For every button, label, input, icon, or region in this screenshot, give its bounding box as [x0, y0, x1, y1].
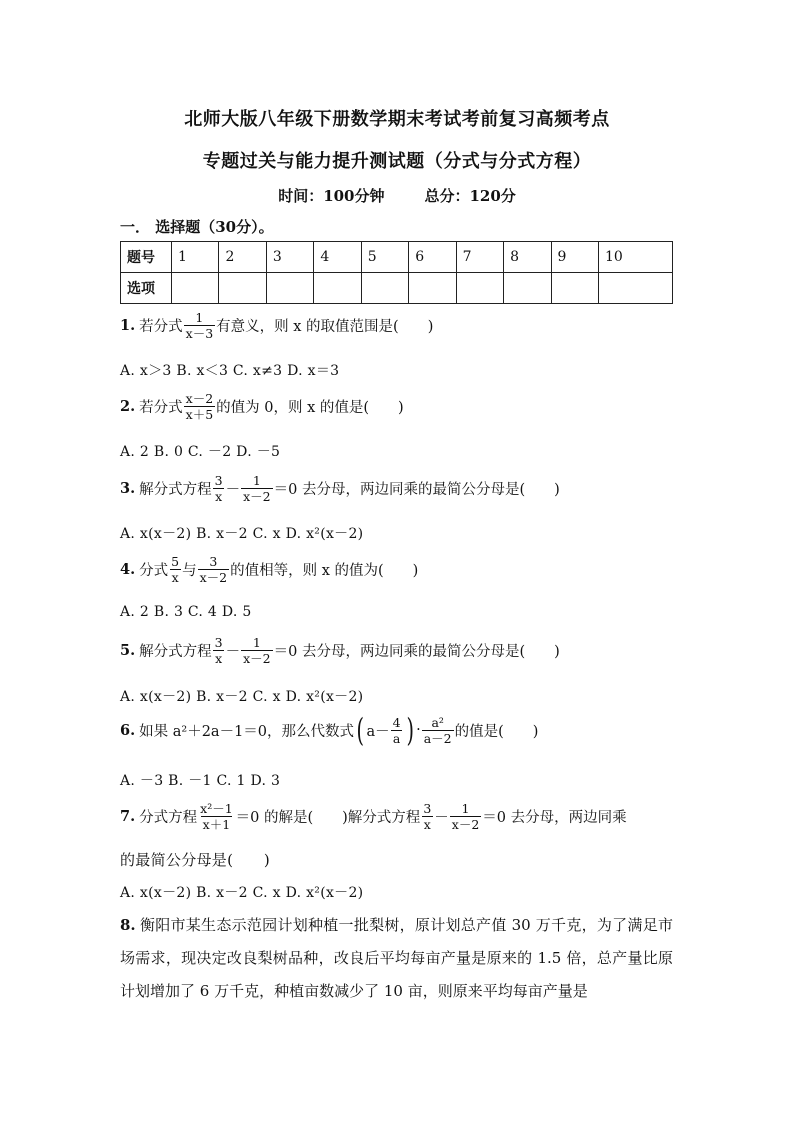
fraction [422, 715, 454, 746]
fraction-denominator: x [215, 651, 223, 666]
answer-table [120, 241, 673, 304]
row-header-number: 题号 [121, 242, 172, 273]
question-6-options: A. －3 B. －1 C. 1 D. 3 [120, 773, 281, 789]
left-paren: ( [356, 711, 365, 749]
question-number-cell: 6 [409, 242, 456, 273]
time-label: 时间：100分钟 [278, 187, 385, 205]
table-row-numbers [121, 242, 673, 273]
fraction-numerator: 1 [195, 310, 204, 325]
fraction-numerator: 1 [252, 635, 261, 650]
question-2-options: A. 2 B. 0 C. －2 D. －5 [120, 444, 281, 460]
question-number-cell: 7 [456, 242, 503, 273]
fraction [213, 473, 225, 504]
fraction-denominator: x－3 [185, 326, 214, 341]
answer-cell[interactable] [598, 273, 672, 304]
fraction-denominator: x＋5 [185, 407, 214, 422]
fraction-numerator: a² [431, 714, 444, 730]
fraction-denominator: x [171, 570, 179, 585]
fraction [421, 801, 433, 832]
question-1 [120, 310, 433, 341]
question-number: 4. [120, 561, 136, 578]
fraction [169, 554, 181, 585]
question-text: ＝0 去分母，两边同乘的最简公分母是( ) [273, 644, 560, 660]
row-header-answer: 选项 [121, 273, 172, 304]
minus-sign: － [225, 644, 241, 660]
fraction-numerator: x－2 [185, 391, 214, 406]
table-row-answers [121, 273, 673, 304]
multiply-dot: · [416, 722, 421, 738]
question-text: 如果 a²＋2a－1＝0，那么代数式 [139, 723, 355, 740]
question-number-cell: 9 [551, 242, 598, 273]
fraction-denominator: x [423, 817, 431, 832]
question-1-options: A. x＞3 B. x＜3 C. x≠3 D. x＝3 [120, 363, 340, 379]
question-text: 解分式方程 [139, 644, 212, 660]
fraction [198, 554, 230, 585]
answer-cell[interactable] [456, 273, 503, 304]
question-number-cell: 3 [266, 242, 313, 273]
question-number-cell: 1 [172, 242, 219, 273]
question-text: 有意义，则 x 的取值范围是( ) [216, 319, 434, 335]
question-number-cell: 8 [504, 242, 551, 273]
question-text: 分式 [139, 563, 169, 579]
question-number: 6. [120, 721, 136, 739]
question-number-cell: 5 [361, 242, 408, 273]
fraction-denominator: a－2 [423, 730, 452, 746]
page-subtitle: 专题过关与能力提升测试题（分式与分式方程） [202, 151, 592, 172]
question-text: 衡阳市某生态示范园计划种植一批梨树，原计划总产值 30 万千克，为了满足市场需求，现决定改良梨树品种，改良后平均每亩产量是原来的 1.5 倍，总产量比原计划增加了 6 万千克，种植亩数减少了 10 亩，则原来平均每亩产量是 [120, 916, 673, 1000]
question-6 [120, 711, 539, 749]
fraction [213, 635, 225, 666]
question-text: 若分式 [139, 400, 183, 416]
answer-cell[interactable] [361, 273, 408, 304]
fraction [241, 635, 273, 666]
question-number: 2. [120, 398, 136, 415]
exam-meta [0, 185, 794, 206]
question-text: 的值相等，则 x 的值为( ) [230, 563, 419, 579]
question-2 [120, 391, 404, 422]
fraction-denominator: x－2 [243, 651, 271, 666]
fraction [198, 801, 235, 832]
question-number: 8. [120, 916, 136, 934]
question-text: 的值是( ) [454, 723, 539, 740]
right-paren: ) [406, 711, 414, 749]
question-number: 3. [120, 480, 136, 497]
question-text: 若分式 [139, 319, 183, 335]
question-text: 分式方程 [139, 810, 198, 826]
fraction-numerator: 1 [461, 801, 470, 816]
fraction [391, 715, 403, 746]
fraction-numerator: 5 [171, 554, 180, 569]
question-number: 7. [120, 808, 136, 825]
fraction-numerator: 3 [423, 801, 432, 816]
fraction-numerator: 4 [392, 714, 401, 730]
answer-cell[interactable] [314, 273, 361, 304]
question-4-options: A. 2 B. 3 C. 4 D. 5 [120, 604, 252, 620]
question-number-cell: 4 [314, 242, 361, 273]
question-3-options: A. x(x－2) B. x－2 C. x D. x²(x－2) [120, 526, 364, 542]
score-label: 总分：120分 [424, 187, 516, 205]
answer-cell[interactable] [504, 273, 551, 304]
page-title: 北师大版八年级下册数学期末考试考前复习高频考点 [184, 109, 610, 130]
fraction-denominator: x＋1 [202, 817, 231, 832]
question-7-options: A. x(x－2) B. x－2 C. x D. x²(x－2) [120, 885, 364, 901]
question-number-cell: 10 [598, 242, 672, 273]
fraction-numerator: x²－1 [200, 801, 233, 816]
fraction-numerator: 3 [214, 473, 223, 488]
fraction-numerator: 3 [214, 635, 223, 650]
answer-cell[interactable] [551, 273, 598, 304]
fraction-numerator: 3 [209, 554, 218, 569]
section-heading: 一． 选择题（30分）。 [120, 218, 274, 236]
minus-sign: － [225, 482, 241, 498]
question-5 [120, 635, 560, 666]
answer-cell[interactable] [409, 273, 456, 304]
question-text: 与 [182, 563, 197, 579]
answer-cell[interactable] [219, 273, 266, 304]
question-4 [120, 554, 418, 585]
expression-term: a－ [366, 723, 390, 740]
fraction [241, 473, 273, 504]
question-text: ＝0 去分母，两边同乘的最简公分母是( ) [273, 482, 560, 498]
question-7 [120, 801, 627, 832]
answer-cell[interactable] [266, 273, 313, 304]
question-7-line-2: 的最简公分母是( ) [120, 851, 271, 869]
question-number-cell: 2 [219, 242, 266, 273]
question-number: 1. [120, 317, 136, 334]
question-text: 解分式方程 [139, 482, 212, 498]
fraction [184, 310, 216, 341]
fraction-denominator: x－2 [243, 489, 271, 504]
fraction [184, 391, 216, 422]
answer-cell[interactable] [172, 273, 219, 304]
minus-sign: － [434, 810, 449, 826]
fraction-denominator: a [392, 730, 401, 746]
question-8 [120, 909, 673, 1008]
fraction-denominator: x [215, 489, 223, 504]
question-text: ＝0 去分母，两边同乘 [482, 810, 627, 826]
fraction [450, 801, 482, 832]
question-text: ＝0 的解是( )解分式方程 [235, 810, 421, 826]
question-number: 5. [120, 642, 136, 659]
question-text: 的值为 0，则 x 的值是( ) [216, 400, 404, 416]
fraction-denominator: x－2 [199, 570, 228, 585]
fraction-numerator: 1 [252, 473, 261, 488]
question-3 [120, 473, 560, 504]
fraction-denominator: x－2 [451, 817, 480, 832]
question-5-options: A. x(x－2) B. x－2 C. x D. x²(x－2) [120, 689, 364, 705]
